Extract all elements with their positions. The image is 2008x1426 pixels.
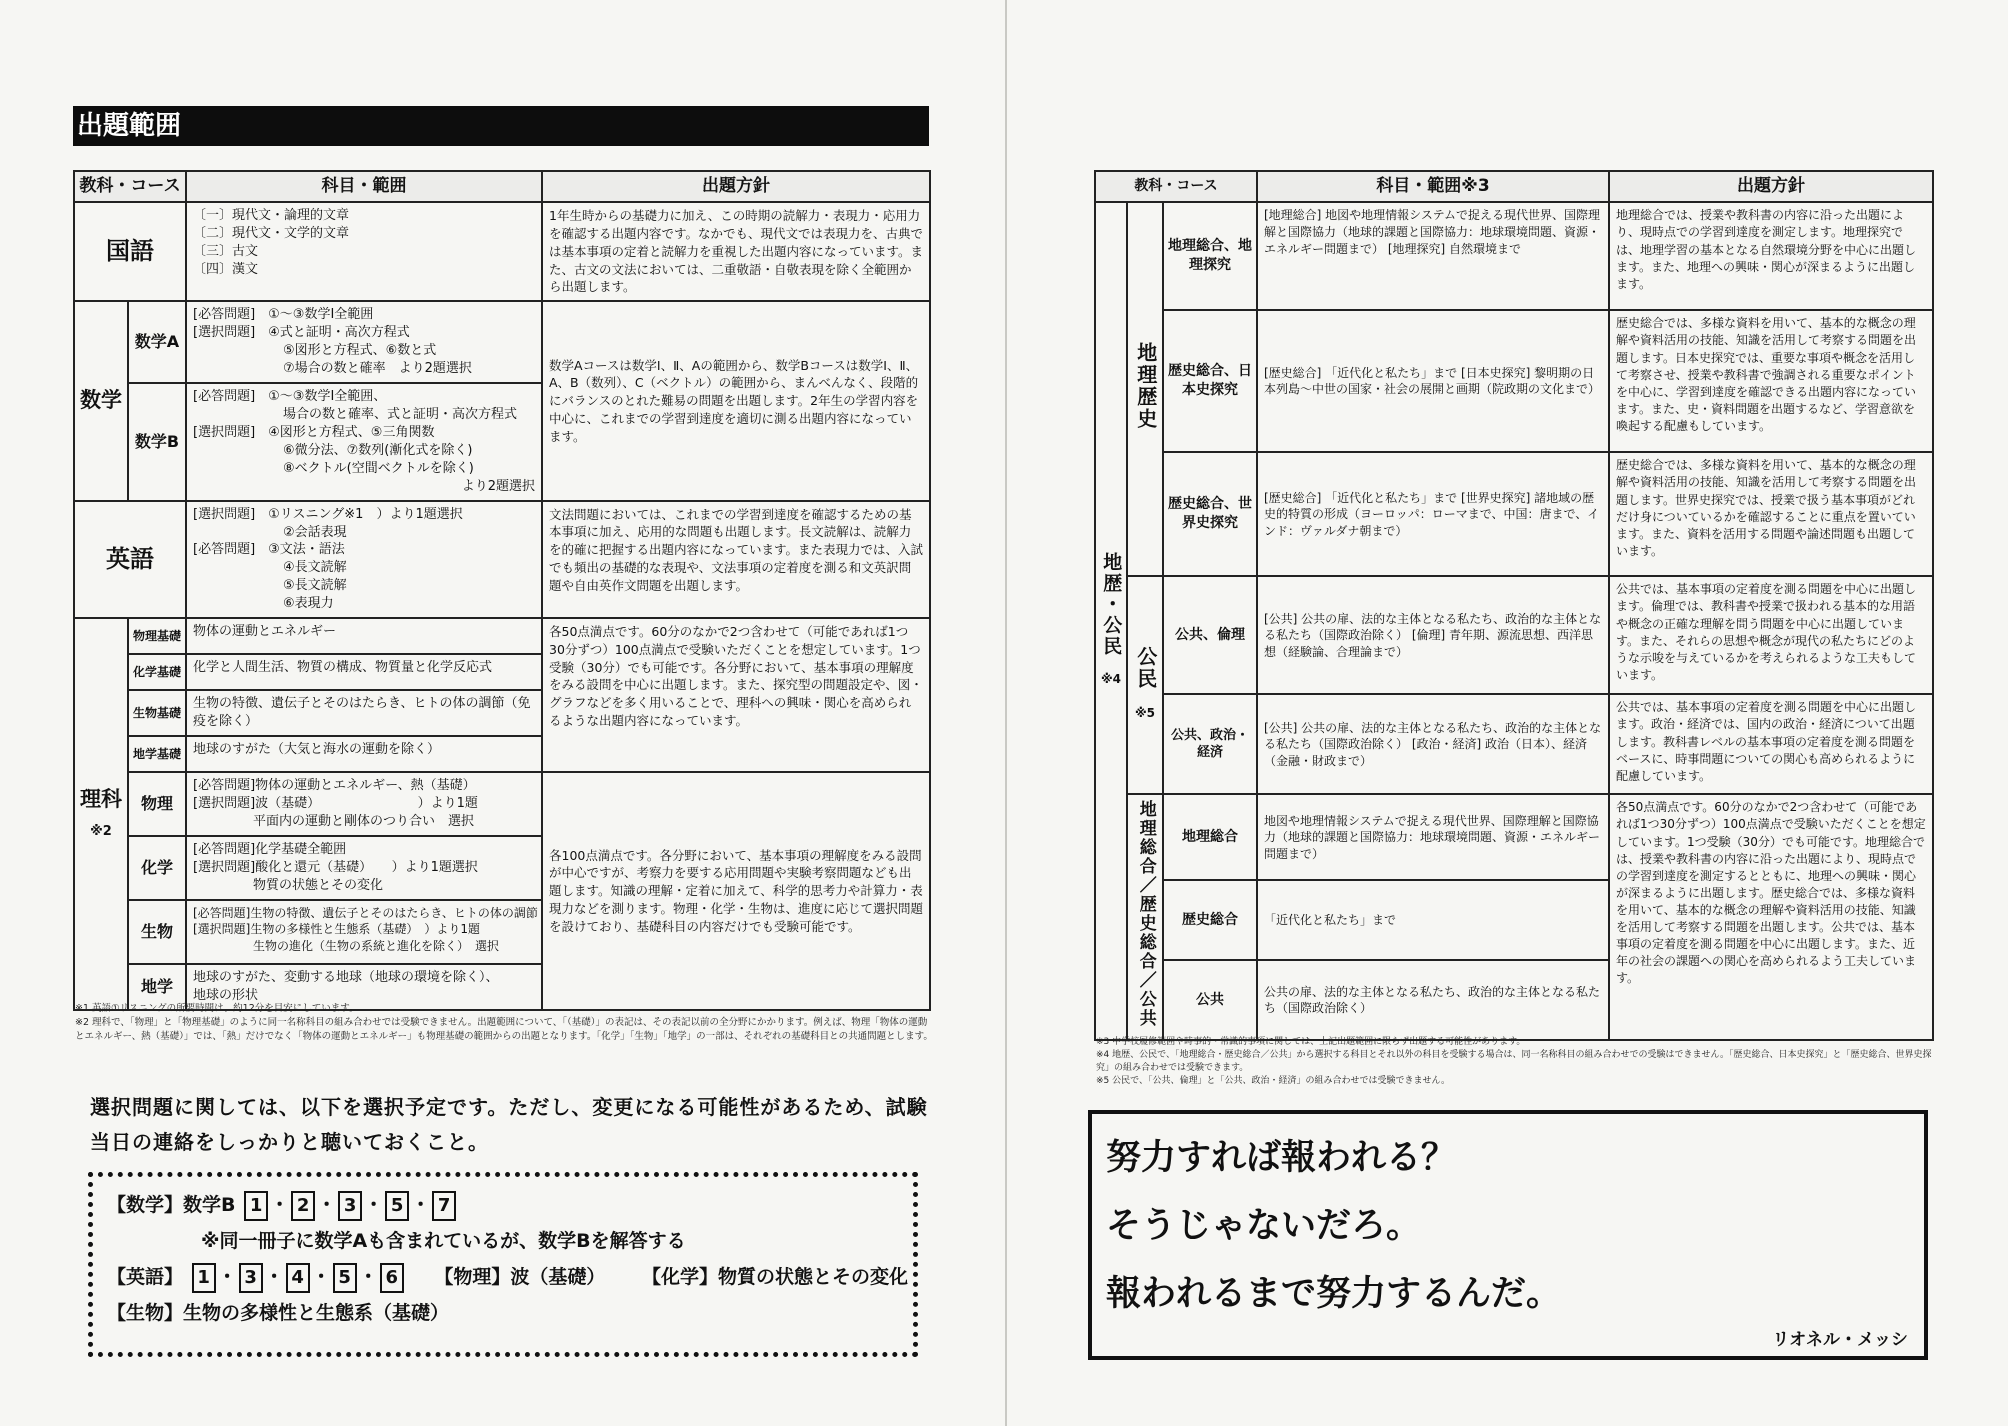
selection-math: 【数学】数学B 1 ・ 2 ・ 3 ・ 5 ・ 7	[107, 1187, 899, 1223]
header-range: 科目・範囲	[186, 171, 542, 202]
group-civics-note: ※5	[1134, 706, 1155, 721]
group-main-label: 地歴・公民	[1100, 552, 1123, 658]
range-line: 生物の進化（生物の系統と進化を除く） 選択	[253, 938, 500, 953]
range-line: [選択問題] ④図形と方程式、⑤三角関数	[193, 424, 435, 440]
math-policy: 数学Aコースは数学Ⅰ、Ⅱ、Aの範囲から、数学Bコースは数学Ⅰ、Ⅱ、A、B（数列）、C（ベクトル）の範囲から、まんべんなく、段階的にバランスのとれた難易の問題を出題します。2年生の学習内容を中心に、これまでの学習到達度を適切に測る出題内容になっています。	[542, 301, 930, 500]
footnote: ※2 理科で、「物理」と「物理基礎」のように同一名称科目の組み合わせでは受験できません。出題範囲について、「（基礎）」の表記は、その表記以前の全分野にかかります。例えば、物理「物体の運動とエネルギー、熱（基礎）」では、「熱」だけでなく「物体の運動とエネルギー」も物理基礎の範囲からの出題となります。「化学」「生物」「地学」の一部は、それぞれの基礎科目との共通問題とします。	[75, 1016, 933, 1042]
english-choice: 5	[333, 1263, 357, 1293]
english-policy: 文法問題においては、これまでの学習到達度を確認するための基本事項に加え、応用的な問題も出題します。長文読解は、読解力を的確に把握する出題内容になっています。また表現力では、入試でも頻出の基礎的な表現や、文法事項の定着度を測る和文英訳問題や自由英作文問題を出題します。	[542, 501, 930, 619]
science-full-label: 生物	[128, 900, 186, 964]
selection-box	[88, 1172, 918, 1357]
row-policy: 公共では、基本事項の定着度を測る問題を中心に出題します。倫理では、教科書や授業で扱われる基本的な用語や概念の正確な理解を問う問題を中心に出題しています。また、それらの思想や概念が現代の私たちにどのような示唆を与えているかを考えられるような工夫もしています。	[1609, 576, 1933, 694]
row-label: 歴史総合、世界史探究	[1163, 452, 1257, 576]
header-range: 科目・範囲※3	[1257, 171, 1609, 202]
right-footnotes	[1096, 1036, 1936, 1088]
science-basic-range: 物体の運動とエネルギー	[186, 618, 542, 654]
quote-line-3: 報われるまで努力するんだ。	[1106, 1273, 1562, 1314]
math-label: 【数学】数学B	[107, 1194, 236, 1216]
science-basic-policy: 各50点満点です。60分のなかで2つ含わせて（可能であれば1つ30分ずつ）100点満点で受験いただくことを想定しています。1つ受験（30分）でも可能です。各分野において、基本事項の理解度をみる設問を中心に出題します。また、探究型の問題設定や、図・グラフなどを多く用いることで、理科への興味・関心を高められるような出題内容になっています。	[542, 618, 930, 772]
footnote: ※3 中学校履修範囲や時事的・常識的事項に関しては、上記出題範囲に限らず出題する可能性があります。	[1096, 1037, 1526, 1047]
range-line: 物質の状態とその変化	[253, 877, 384, 893]
math-choice: 1	[244, 1191, 268, 1221]
header-policy: 出題方針	[542, 171, 930, 202]
header-subject: 教科・コース	[1095, 171, 1257, 202]
science-label: 理科	[80, 787, 122, 812]
range-line: ⑦場合の数と確率 より2題選択	[283, 361, 472, 377]
row-range: 公共の扉、法的な主体となる私たち、政治的な主体となる私たち（国際政治除く）	[1257, 960, 1609, 1040]
math-b-label: 数学B	[128, 383, 186, 501]
quote-author: リオネル・メッシ	[1772, 1330, 1908, 1350]
range-line: 地球の形状	[193, 987, 259, 1003]
range-line: [選択問題] ④式と証明・高次方程式	[193, 325, 410, 341]
subject-kokugo: 国語	[74, 202, 186, 301]
footnote: ※5 公民で、「公共、倫理」と「公共、政治・経済」の組み合わせでは受験できません。	[1096, 1076, 1450, 1087]
math-choice: 5	[385, 1191, 409, 1221]
row-range: [歴史総合] 「近代化と私たち」まで [世界史探究] 諸地域の歴史的特質の形成（ヨーロッパ：ローマまで、中国：唐まで、インド：ヴァルダナ朝まで）	[1257, 452, 1609, 576]
range-line: 場合の数と確率、式と証明・高次方程式	[283, 406, 518, 422]
math-a-label: 数学A	[128, 301, 186, 383]
row-label: 歴史総合、日本史探究	[1163, 310, 1257, 452]
english-choice: 1	[192, 1263, 216, 1293]
row-policy: 公共では、基本事項の定着度を測る問題を中心に出題します。政治・経済では、国内の政治・経済について出題します。教科書レベルの基本事項の定着度を測る問題をベースに、時事問題についての関心も高められるように配慮しています。	[1609, 694, 1933, 794]
row-label: 公共、政治・経済	[1163, 694, 1257, 794]
selection-chemistry: 【化学】物質の状態とその変化	[641, 1266, 908, 1288]
math-b-range	[186, 383, 542, 501]
selection-biology: 【生物】生物の多様性と生態系（基礎）	[107, 1302, 450, 1324]
footnote: ※4 地歴、公民で、「地理総合・歴史総合／公共」から選択する科目とそれ以外の科目を受験する場合は、同一名称科目の組み合わせでの受験はできません。「歴史総合、日本史探究」と「歴史総合、世界史探究」の組み合わせでは受験できます。	[1096, 1050, 1932, 1074]
row-range: [公共] 公共の扉、法的な主体となる私たち、政治的な主体となる私たち（国際政治除く） [倫理] 青年期、源流思想、西洋思想（経験論、合理論まで）	[1257, 576, 1609, 694]
range-line: 〔二〕現代文・文学的文章	[193, 226, 350, 242]
science-basic-range: 地球のすがた（大気と海水の運動を除く）	[186, 736, 542, 772]
subject-math: 数学	[74, 301, 128, 500]
range-line: [必答問題]生物の特徴、遺伝子とそのはたらき、ヒトの体の調節	[193, 905, 538, 920]
science-basic-range: 生物の特徴、遺伝子とそのはたらき、ヒトの体の調節（免疫を除く）	[186, 690, 542, 736]
section-title-banner: 出題範囲	[73, 106, 929, 146]
row-range: [歴史総合] 「近代化と私たち」まで [日本史探究] 黎明期の日本列島〜中世の国家・社会の展開と画期（院政期の文化まで）	[1257, 310, 1609, 452]
group-history-label: 地理歴史	[1133, 341, 1158, 430]
range-line: ②会話表現	[283, 524, 347, 540]
science-basic-label: 物理基礎	[128, 618, 186, 654]
english-range	[186, 501, 542, 619]
science-basic-label: 地学基礎	[128, 736, 186, 772]
selection-physics: 【物理】波（基礎）	[434, 1266, 606, 1288]
range-line: ④長文読解	[283, 560, 347, 576]
left-range-table	[73, 170, 931, 1011]
group-combo-label: 地理総合／歴史総合／公共	[1135, 799, 1156, 1028]
subject-english: 英語	[74, 501, 186, 619]
science-basic-label: 化学基礎	[128, 654, 186, 690]
row-label: 地理総合	[1163, 794, 1257, 880]
range-line: [必答問題] ①〜③数学Ⅰ全範囲	[193, 307, 374, 323]
math-a-range	[186, 301, 542, 383]
combo-policy: 各50点満点です。60分のなかで2つ含わせて（可能であれば1つ30分ずつ）100点満点で受験いただくことを想定しています。1つ受験（30分）でも可能です。地理総合では、授業や教科書の内容に沿った出題により、現時点での学習到達度を測定するとともに、地理への興味・関心が深まるように出題します。歴史総合では、多様な資料を用いて、基本的な概念の理解や資料活用の技能、知識を活用して考察する問題を出題します。公共では、基本事項の定着度を測る問題を中心に出題します。また、近年の社会の課題への関心を高められるよう工夫しています。	[1609, 794, 1933, 1040]
math-choice: 3	[338, 1191, 362, 1221]
group-civics-label: 公民	[1133, 645, 1158, 690]
science-full-policy: 各100点満点です。各分野において、基本事項の理解度をみる設問が中心ですが、考察力を要する応用問題や実験考察問題なども出題します。知識の理解・定着に加えて、科学的思考力や計算力・表現力などを測ります。物理・化学・生物は、進度に応じて選択問題を設けており、基礎科目の内容だけでも受験可能です。	[542, 772, 930, 1010]
range-line: [選択問題] ①リスニング※1 ）より1題選択	[193, 506, 463, 522]
quote-line-1: 努力すれば報われる？	[1106, 1137, 1457, 1178]
selection-math-note: ※同一冊子に数学Aも含まれているが、数学Bを解答する	[201, 1230, 686, 1252]
english-choice: 6	[380, 1263, 404, 1293]
science-full-range	[186, 836, 542, 900]
range-line: [必答問題]物体の運動とエネルギー、熱（基礎）	[193, 778, 476, 794]
row-label: 地理総合、地理探究	[1163, 202, 1257, 310]
row-policy: 地理総合では、授業や教科書の内容に沿った出題により、現時点での学習到達度を測定します。地理探究では、地理学習の基本となる自然環境分野を中心に出題します。また、地理への興味・関心が深まるように出題します。	[1609, 202, 1933, 310]
science-full-range	[186, 900, 542, 964]
science-note: ※2	[90, 823, 112, 839]
group-chireki-komin	[1095, 202, 1127, 1040]
row-label: 歴史総合	[1163, 880, 1257, 960]
science-basic-label: 生物基礎	[128, 690, 186, 736]
kokugo-policy: 1年生時からの基礎力に加え、この時期の読解力・表現力・応用力を確認する出題内容です。なかでも、現代文では表現力を、古典では基本事項の定着と読解力を重視した出題内容になっています。また、古文の文法においては、二重敬語・自敬表現を除く全範囲から出題します。	[542, 202, 930, 301]
footnote: ※1 英語①リスニングの所要時間は、約12分を目安にしています。	[75, 1003, 359, 1014]
science-full-range	[186, 772, 542, 836]
header-policy: 出題方針	[1609, 171, 1933, 202]
kokugo-range	[186, 202, 542, 301]
row-policy: 歴史総合では、多様な資料を用いて、基本的な概念の理解や資料活用の技能、知識を活用して考察する問題を出題します。世界史探究では、授業で扱う基本事項がどれだけ身についているかを確認することに重点を置いています。また、資料を活用する問題や論述問題も出題しています。	[1609, 452, 1933, 576]
science-full-label: 地学	[128, 964, 186, 1010]
range-line: 〔四〕漢文	[193, 262, 259, 278]
range-line: より2題選択	[461, 478, 535, 494]
science-full-label: 化学	[128, 836, 186, 900]
header-subject: 教科・コース	[74, 171, 186, 202]
range-line: ⑥微分法、⑦数列(漸化式を除く)	[283, 442, 473, 458]
selection-intro: 選択問題に関しては、以下を選択予定です。ただし、変更になる可能性があるため、試験当日の連絡をしっかりと聴いておくこと。	[90, 1095, 928, 1154]
range-line: [選択問題]生物の多様性と生態系（基礎） ）より1題	[193, 922, 481, 937]
english-choice: 4	[286, 1263, 310, 1293]
english-label: 【英語】	[107, 1266, 184, 1288]
subject-science	[74, 618, 128, 1010]
english-choice: 3	[239, 1263, 263, 1293]
range-line: [選択問題]酸化と還元（基礎） ）より1題選択	[193, 860, 478, 876]
range-line: [必答問題] ③文法・語法	[193, 542, 345, 558]
row-range: [地理総合] 地図や地理情報システムで捉える現代世界、国際理解と国際協力（地球的課題と国際協力：地球環境問題、資源・エネルギー問題まで） [地理探究] 自然環境まで	[1257, 202, 1609, 310]
selection-english: 【英語】 1 ・ 3 ・ 4 ・ 5 ・ 6 【物理】波（基礎） 【化学】物質の状態とその変化	[107, 1259, 899, 1295]
group-main-note: ※4	[1100, 672, 1121, 687]
row-policy: 歴史総合では、多様な資料を用いて、基本的な概念の理解や資料活用の技能、知識を活用して考察する問題を出題します。日本史探究では、重要な事項や概念を活用して考察させ、授業や教科書で強調される重要なポイントを中心に、学習到達度を確認できる出題内容になっています。また、史・資料問題を出題するなど、学習意欲を喚起する配慮もしています。	[1609, 310, 1933, 452]
row-range: 「近代化と私たち」まで	[1257, 880, 1609, 960]
left-footnotes	[75, 1002, 935, 1043]
science-full-label: 物理	[128, 772, 186, 836]
range-line: 地球のすがた、変動する地球（地球の環境を除く）、	[193, 969, 499, 985]
range-line: ⑤長文読解	[283, 578, 347, 594]
quote-box	[1088, 1110, 1928, 1360]
math-choice: 2	[291, 1191, 315, 1221]
range-line: 〔一〕現代文・論理的文章	[193, 208, 350, 224]
range-line: [必答問題] ①〜③数学Ⅰ全範囲、	[193, 388, 387, 404]
math-choice: 7	[432, 1191, 456, 1221]
range-line: [必答問題]化学基礎全範囲	[193, 842, 347, 858]
science-basic-range: 化学と人間生活、物質の構成、物質量と化学反応式	[186, 654, 542, 690]
row-label: 公共	[1163, 960, 1257, 1040]
group-combo	[1127, 794, 1163, 1040]
range-line: 平面内の運動と剛体のつり合い 選択	[253, 813, 475, 829]
group-history	[1127, 202, 1163, 576]
range-line: 〔三〕古文	[193, 244, 259, 260]
group-civics	[1127, 576, 1163, 794]
range-line: ⑤図形と方程式、⑥数と式	[283, 343, 437, 359]
row-label: 公共、倫理	[1163, 576, 1257, 694]
range-line: ⑧ベクトル(空間ベクトルを除く)	[283, 460, 474, 476]
range-line: ⑥表現力	[283, 596, 334, 612]
row-range: [公共] 公共の扉、法的な主体となる私たち、政治的な主体となる私たち（国際政治除く） [政治・経済] 政治（日本）、経済（金融・財政まで）	[1257, 694, 1609, 794]
right-range-table	[1094, 170, 1934, 1041]
quote-line-2: そうじゃないだろ。	[1106, 1205, 1422, 1246]
range-line: [選択問題]波（基礎） ）より1題	[193, 796, 478, 812]
row-range: 地図や地理情報システムで捉える現代世界、国際理解と国際協力（地球的課題と国際協力：地球環境問題、資源・エネルギー問題まで）	[1257, 794, 1609, 880]
